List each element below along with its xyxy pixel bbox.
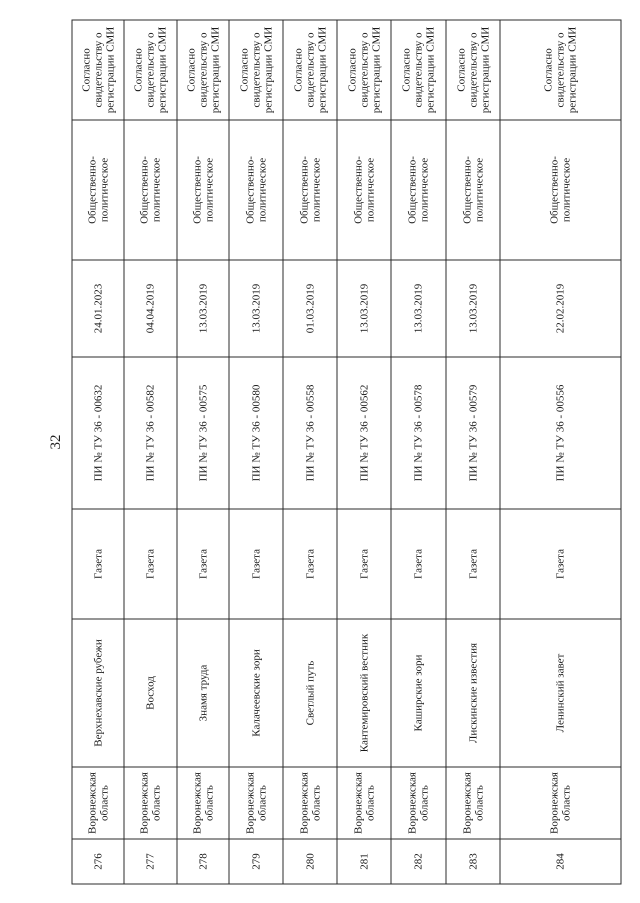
focus-cell: Общественно-политическое (177, 120, 229, 260)
media-type-cell: Газета (124, 509, 177, 619)
media-type-cell: Газета (229, 509, 283, 619)
note-cell: Согласно свидетельству о регистрации СМИ (391, 20, 446, 120)
region-cell: Воронежская область (72, 767, 124, 839)
region-cell: Воронежская область (500, 767, 621, 839)
note-cell: Согласно свидетельству о регистрации СМИ (446, 20, 500, 120)
region-cell: Воронежская область (124, 767, 177, 839)
table-row (283, 20, 337, 884)
note-cell: Согласно свидетельству о регистрации СМИ (177, 20, 229, 120)
table-row (124, 20, 177, 884)
registration-number-cell: ПИ № ТУ 36 - 00632 (72, 357, 124, 509)
registration-number-cell: ПИ № ТУ 36 - 00578 (391, 357, 446, 509)
registration-date-cell: 13.03.2019 (337, 260, 391, 357)
note-cell: Согласно свидетельству о регистрации СМИ (500, 20, 621, 120)
table-row (229, 20, 283, 884)
row-number: 278 (177, 839, 229, 884)
note-cell: Согласно свидетельству о регистрации СМИ (124, 20, 177, 120)
focus-cell: Общественно-политическое (72, 120, 124, 260)
registration-number-cell: ПИ № ТУ 36 - 00580 (229, 357, 283, 509)
region-cell: Воронежская область (391, 767, 446, 839)
media-type-cell: Газета (177, 509, 229, 619)
registration-date-cell: 04.04.2019 (124, 260, 177, 357)
media-type-cell: Газета (446, 509, 500, 619)
media-title-cell: Верхнехавские рубежи (72, 619, 124, 767)
focus-cell: Общественно-политическое (446, 120, 500, 260)
media-type-cell: Газета (391, 509, 446, 619)
registration-date-cell: 24.01.2023 (72, 260, 124, 357)
row-number: 281 (337, 839, 391, 884)
registration-number-cell: ПИ № ТУ 36 - 00562 (337, 357, 391, 509)
note-cell: Согласно свидетельству о регистрации СМИ (229, 20, 283, 120)
row-number: 282 (391, 839, 446, 884)
table-row (446, 20, 500, 884)
region-cell: Воронежская область (177, 767, 229, 839)
media-title-cell: Каширские зори (391, 619, 446, 767)
registration-number-cell: ПИ № ТУ 36 - 00556 (500, 357, 621, 509)
page-number: 32 (48, 434, 64, 450)
region-cell: Воронежская область (229, 767, 283, 839)
focus-cell: Общественно-политическое (500, 120, 621, 260)
registration-date-cell: 13.03.2019 (391, 260, 446, 357)
focus-cell: Общественно-политическое (337, 120, 391, 260)
focus-cell: Общественно-политическое (229, 120, 283, 260)
note-cell: Согласно свидетельству о регистрации СМИ (283, 20, 337, 120)
registration-number-cell: ПИ № ТУ 36 - 00558 (283, 357, 337, 509)
registration-date-cell: 01.03.2019 (283, 260, 337, 357)
note-cell: Согласно свидетельству о регистрации СМИ (72, 20, 124, 120)
registration-number-cell: ПИ № ТУ 36 - 00575 (177, 357, 229, 509)
media-registry-table (71, 19, 621, 884)
registration-number-cell: ПИ № ТУ 36 - 00579 (446, 357, 500, 509)
registration-date-cell: 13.03.2019 (446, 260, 500, 357)
region-cell: Воронежская область (446, 767, 500, 839)
media-title-cell: Калачеевские зори (229, 619, 283, 767)
registration-date-cell: 22.02.2019 (500, 260, 621, 357)
row-number: 280 (283, 839, 337, 884)
media-type-cell: Газета (72, 509, 124, 619)
row-number: 283 (446, 839, 500, 884)
registry-table-wrapper (71, 19, 620, 883)
row-number: 284 (500, 839, 621, 884)
table-row (391, 20, 446, 884)
media-title-cell: Ленинский завет (500, 619, 621, 767)
table-row (72, 20, 124, 884)
media-type-cell: Газета (337, 509, 391, 619)
focus-cell: Общественно-политическое (283, 120, 337, 260)
registration-number-cell: ПИ № ТУ 36 - 00582 (124, 357, 177, 509)
media-title-cell: Лискинские известия (446, 619, 500, 767)
table-row (177, 20, 229, 884)
focus-cell: Общественно-политическое (124, 120, 177, 260)
row-number: 279 (229, 839, 283, 884)
row-number: 276 (72, 839, 124, 884)
media-title-cell: Знамя труда (177, 619, 229, 767)
region-cell: Воронежская область (283, 767, 337, 839)
media-type-cell: Газета (500, 509, 621, 619)
registration-date-cell: 13.03.2019 (177, 260, 229, 357)
region-cell: Воронежская область (337, 767, 391, 839)
focus-cell: Общественно-политическое (391, 120, 446, 260)
media-title-cell: Светлый путь (283, 619, 337, 767)
table-row (500, 20, 621, 884)
media-title-cell: Восход (124, 619, 177, 767)
table-row (337, 20, 391, 884)
media-type-cell: Газета (283, 509, 337, 619)
note-cell: Согласно свидетельству о регистрации СМИ (337, 20, 391, 120)
registration-date-cell: 13.03.2019 (229, 260, 283, 357)
media-title-cell: Кантемировский вестник (337, 619, 391, 767)
row-number: 277 (124, 839, 177, 884)
